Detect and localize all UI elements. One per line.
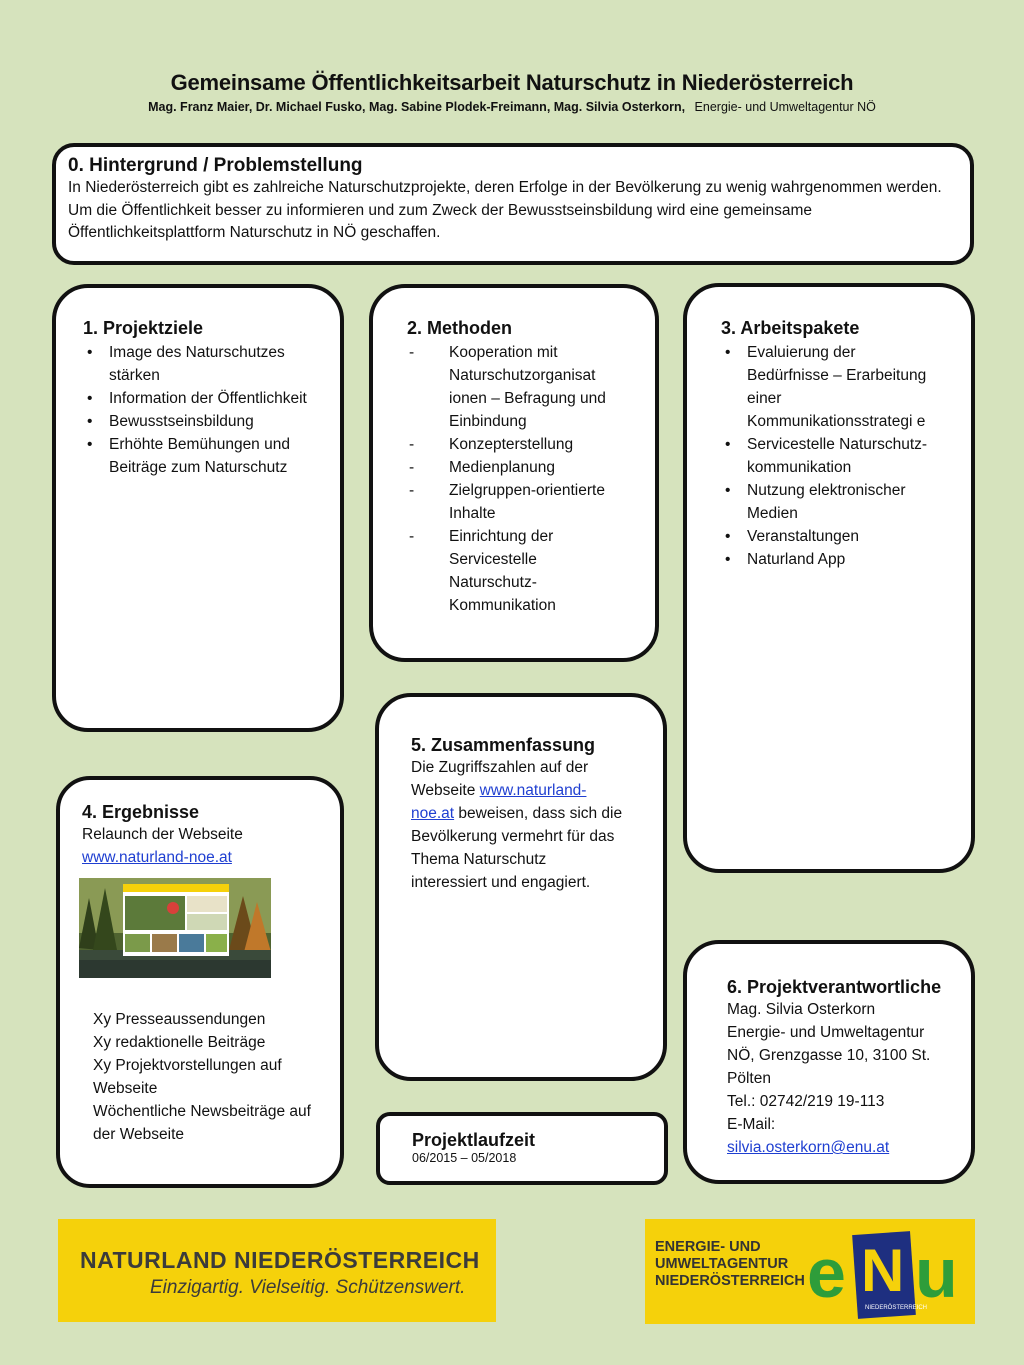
website-screenshot-image [79,878,271,978]
methods-heading: 2. Methoden [407,318,513,338]
summary-website-link[interactable]: www.naturland-noe.at [411,782,587,822]
list-item: • Information der Öffentlichkeit [83,387,328,410]
background-text: In Niederösterreich gibt es zahlreiche Naturschutzprojekte, deren Erfolge in der Bevölkerung zu wenig wahrgenommen werden. Um die Öffentlichkeit besser zu informieren und zum Zweck der Bewusstseinsbildung wird eine gemeinsame Öffentlichkeitsplattform Naturschutz in NÖ geschaffen. [68,179,942,241]
list-item: Xy redaktionelle Beiträge [93,1034,266,1051]
svg-text:u: u [915,1234,958,1312]
contact-email-label: E-Mail: [727,1116,776,1133]
list-item: Xy Presseaussendungen [93,1011,266,1028]
contact-phone: Tel.: 02742/219 19-113 [727,1093,885,1110]
list-item: • Evaluierung der Bedürfnisse – Erarbeitung einer Kommunikationsstrategi e [721,341,941,433]
runtime-dates: 06/2015 – 05/2018 [412,1151,517,1165]
list-item: - Kooperation mit Naturschutzorganisat ionen – Befragung und Einbindung [407,341,621,433]
summary-heading: 5. Zusammenfassung [411,735,596,755]
summary-text [411,756,623,894]
enu-logo-small-text: NIEDERÖSTERREICH [865,1305,928,1311]
list-item: • Erhöhte Bemühungen und Beiträge zum Naturschutz [83,433,328,479]
summary-text-end: beweisen, dass sich die Bevölkerung vermehrt für das Thema Naturschutz interessiert und engagiert. [411,805,623,891]
naturland-logo-slogan: Einzigartig. Vielseitig. Schützenswert. [150,1277,466,1298]
background-heading: 0. Hintergrund / Problemstellung [68,155,363,176]
results-website-link[interactable]: www.naturland-noe.at [82,849,232,866]
poster-title: Gemeinsame Öffentlichkeitsarbeit Naturschutz in Niederösterreich [170,70,854,95]
author-names: Mag. Franz Maier, Dr. Michael Fusko, Mag. Sabine Plodek-Freimann, Mag. Silvia Osterkorn, [148,100,686,114]
contact-box [683,940,975,1184]
list-item: • Bewusstseinsbildung [83,410,328,433]
contact-email-link[interactable]: silvia.osterkorn@enu.at [727,1139,890,1156]
svg-text:N: N [861,1237,905,1304]
list-item: • Image des Naturschutzes stärken [83,341,328,387]
runtime-heading: Projektlaufzeit [412,1130,536,1150]
summary-text-start: Die Zugriffszahlen auf der Webseite [411,759,589,799]
enu-logo-line: NIEDERÖSTERREICH [655,1273,805,1289]
summary-box [375,693,667,1081]
enu-logo-line: UMWELTAGENTUR [655,1256,789,1272]
list-item: - Medienplanung [407,456,621,479]
project-goals-box [52,284,344,732]
contact-address: Energie- und Umweltagentur NÖ, Grenzgasse 10, 3100 St. Pölten [727,1024,931,1087]
list-item: Xy Projektvorstellungen auf Webseite [93,1057,282,1097]
results-intro: Relaunch der Webseite [82,826,243,843]
contact-name: Mag. Silvia Osterkorn [727,1001,876,1018]
project-goals-list [83,341,328,479]
methods-box [369,284,659,662]
enu-logo-mark [807,1225,967,1320]
contact-heading: 6. Projektverantwortliche [727,977,942,997]
list-item: Wöchentliche Newsbeiträge auf der Webseite [93,1103,311,1143]
list-item: • Naturland App [721,548,941,571]
project-goals-heading: 1. Projektziele [83,318,204,338]
enu-logo [645,1219,975,1324]
author-institution: Energie- und Umweltagentur NÖ [694,100,876,114]
list-item: • Servicestelle Naturschutz-kommunikation [721,433,941,479]
list-item: - Zielgruppen-orientierte Inhalte [407,479,621,525]
list-item: • Nutzung elektronischer Medien [721,479,941,525]
list-item: - Konzepterstellung [407,433,621,456]
results-box [56,776,344,1188]
work-packages-box [683,283,975,873]
poster-authors [0,100,1024,114]
enu-logo-line: ENERGIE- UND [655,1239,761,1255]
list-item: • Veranstaltungen [721,525,941,548]
work-packages-heading: 3. Arbeitspakete [721,318,860,338]
work-packages-list [721,341,941,571]
list-item: - Einrichtung der Servicestelle Naturschutz-Kommunikation [407,525,621,617]
enu-logo-text [655,1239,805,1290]
background-box [52,143,974,265]
results-list [93,1008,326,1146]
results-heading: 4. Ergebnisse [82,802,200,822]
runtime-box [376,1112,668,1185]
naturland-logo [58,1219,496,1322]
svg-text:e: e [807,1234,846,1312]
methods-list [407,341,621,617]
naturland-logo-title: NATURLAND NIEDERÖSTERREICH [80,1247,480,1273]
